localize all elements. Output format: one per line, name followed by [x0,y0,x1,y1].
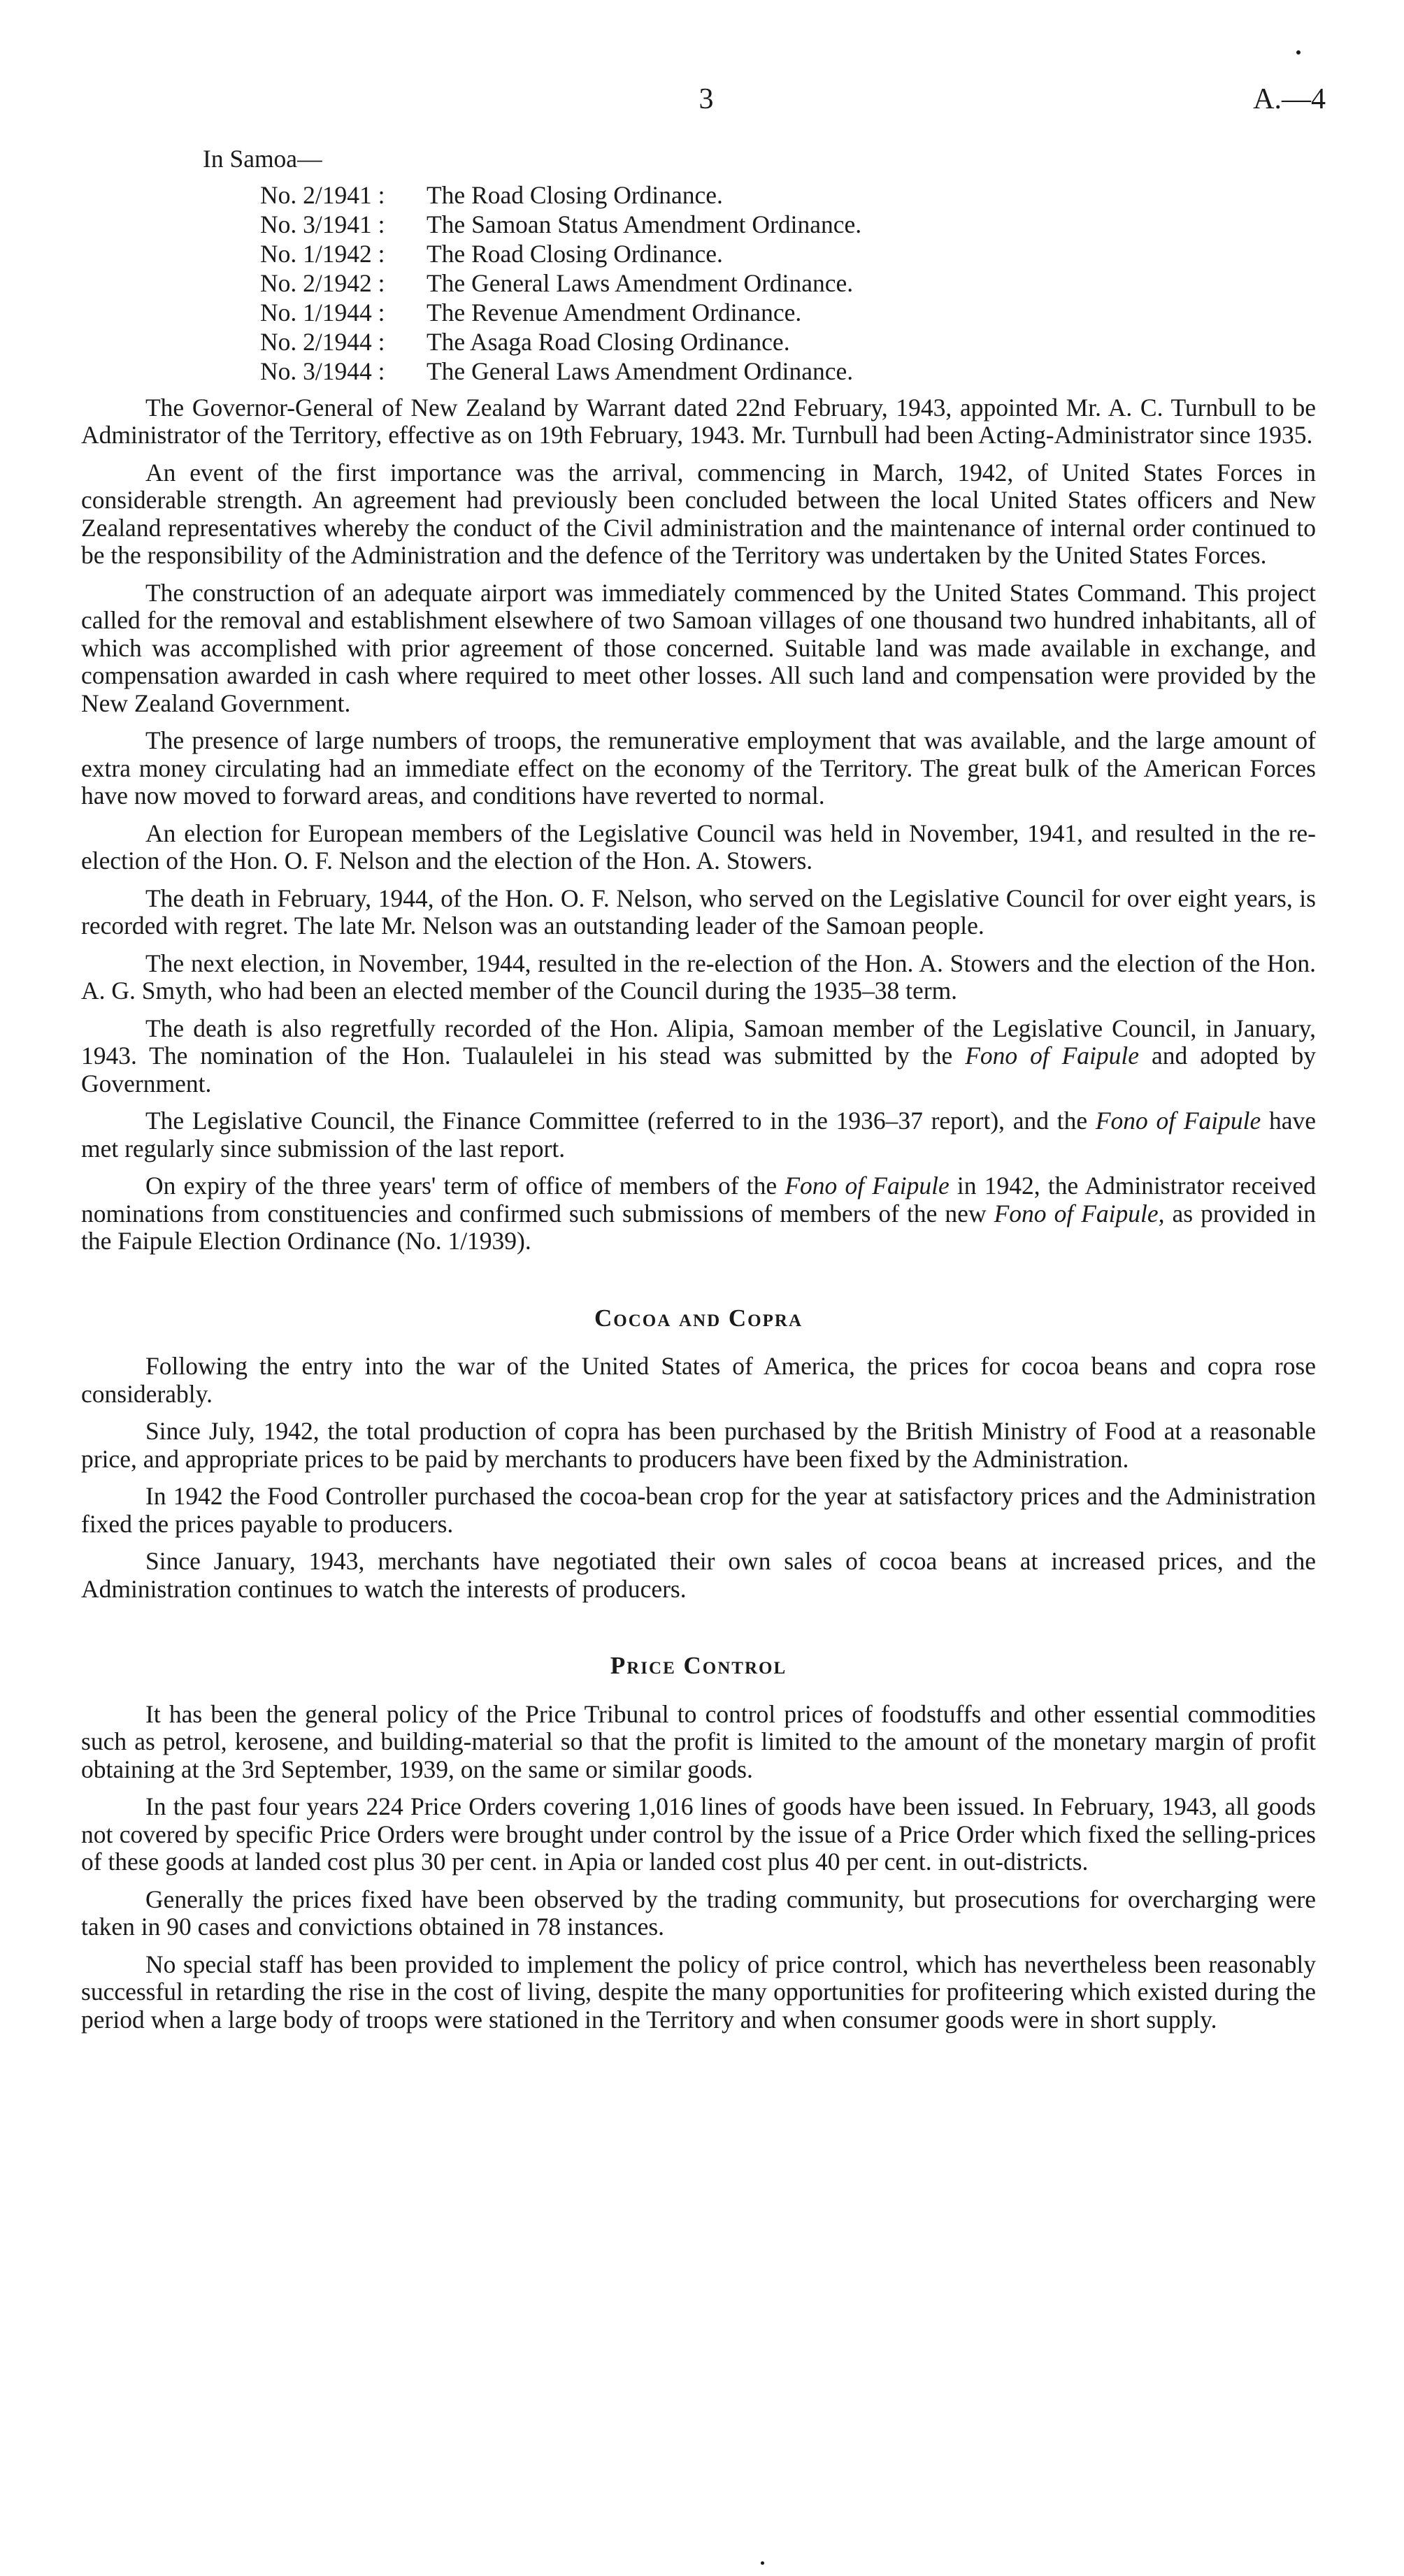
paragraph-faipule-nominations [81,1172,1316,1255]
ordinance-item [260,357,1316,386]
paragraph-death-nelson: The death in February, 1944, of the Hon. O. F. Nelson, who served on the Legislative Council for over eight years, is recorded with regret. The late Mr. Nelson was an outstanding leader of the Samoan people. [81,884,1316,940]
ordinance-item [260,239,1316,268]
paragraph-election-1941: An election for European members of the Legislative Council was held in November, 1941, and resulted in the re-election of the Hon. O. F. Nelson and the election of the Hon. A. Stowers. [81,819,1316,875]
body-text [81,145,1316,2043]
paragraph-administrator-appointment: The Governor-General of New Zealand by Warrant dated 22nd February, 1943, appointed Mr. A. C. Turnbull to be Administrator of the Territory, effective as on 19th February, 1943. Mr. Turnbull had been Acting-Administrator since 1935. [81,393,1316,449]
intro-line: In Samoa— [203,145,322,173]
ordinance-number: No. 3/1944 : [260,357,385,385]
ordinance-title: The Revenue Amendment Ordinance. [427,298,802,326]
ordinance-title: The General Laws Amendment Ordinance. [427,357,854,385]
paragraph-troops-economy: The presence of large numbers of troops, the remunerative employment that was available, and the large amount of extra money circulating had an immediate effect on the economy of the Territory. The great bulk of the American Forces have now moved to forward areas, and conditions have reverted to normal. [81,726,1316,810]
ordinance-item [260,298,1316,327]
paragraph-prosecutions: Generally the prices fixed have been observed by the trading community, but prosecutions for overcharging were taken in 90 cases and convictions obtained in 78 instances. [81,1885,1316,1941]
paragraph-us-forces-arrival: An event of the first importance was the arrival, commencing in March, 1942, of United States Forces in considerable strength. An agreement had previously been concluded between the local United States officers and New Zealand representatives whereby the conduct of the Civil administration and the maintenance of internal order continued to be the responsibility of the Administration and the defence of the Territory was undertaken by the United States Forces. [81,458,1316,569]
ordinance-number: No. 2/1941 : [260,180,385,209]
page-number: 3 [699,83,714,115]
ordinance-item [260,180,1316,210]
ordinance-number: No. 1/1944 : [260,298,385,326]
ordinance-item [260,268,1316,298]
paragraph-cocoa-prices: Following the entry into the war of the United States of America, the prices for cocoa beans and copra rose considerably. [81,1352,1316,1408]
ordinance-number: No. 1/1942 : [260,239,385,268]
ordinance-number: No. 3/1941 : [260,210,385,238]
ordinance-number: No. 2/1942 : [260,268,385,297]
fono-of-faipule-italic: Fono of Faipule [785,1172,950,1200]
document-reference: A.—4 [1253,83,1326,115]
bottom-margin-mark [761,2561,764,2565]
fono-of-faipule-italic: Fono of Faipule, [994,1199,1165,1228]
ordinance-item [260,210,1316,239]
ordinance-title: The General Laws Amendment Ordinance. [427,268,854,297]
paragraph-text: have met regularly since submission of the last report. [81,1107,1317,1163]
section-heading-price-control: Price Control [610,1652,787,1679]
paragraph-cocoa-crop-1942: In 1942 the Food Controller purchased the cocoa-bean crop for the year at satisfactory prices and the Administration fixed the prices payable to producers. [81,1482,1316,1538]
paragraph-election-1944: The next election, in November, 1944, resulted in the re-election of the Hon. A. Stowers and the election of the Hon. A. G. Smyth, who had been an elected member of the Council during the 1935–38 term. [81,949,1316,1005]
paragraph-council-meetings [81,1107,1316,1163]
ordinance-title: The Samoan Status Amendment Ordinance. [427,210,862,238]
paragraph-text: The death is also regretfully recorded of the Hon. Alipia, Samoan member of the Legislative Council, in January, 1943. The nomination of the Hon. Tualaulelei in his stead was submitted by the [81,1014,1316,1070]
paragraph-copra-purchase: Since July, 1942, the total production of copra has been purchased by the British Ministry of Food at a reasonable price, and appropriate prices to be paid by merchants to producers have been fixed by the Administration. [81,1417,1316,1473]
ordinance-title: The Asaga Road Closing Ordinance. [427,327,790,356]
ordinance-title: The Road Closing Ordinance. [427,239,723,268]
paragraph-staff-price-control: No special staff has been provided to implement the policy of price control, which has nevertheless been reasonably successful in retarding the rise in the cost of living, despite the many opportunities for profiteering which existed during the period when a large body of troops were stationed in the Territory and when consumer goods were in short supply. [81,1950,1316,2034]
paragraph-price-orders: In the past four years 224 Price Orders covering 1,016 lines of goods have been issued. In February, 1943, all goods not covered by specific Price Orders were brought under control by the issue of a Price Order which fixed the selling-prices of these goods at landed cost plus 30 per cent. in Apia or landed cost plus 40 per cent. in out-districts. [81,1792,1316,1876]
ordinance-title: The Road Closing Ordinance. [427,180,723,209]
ordinance-item [260,327,1316,357]
section-heading-cocoa-copra: Cocoa and Copra [594,1304,803,1332]
paragraph-death-alipia [81,1015,1316,1098]
fono-of-faipule-italic: Fono of Faipule [965,1042,1140,1070]
paragraph-airport-construction: The construction of an adequate airport was immediately commenced by the United States Command. This project called for the removal and establishment elsewhere of two Samoan villages of one thousand two hundred inhabitants, all of which was accomplished with prior agreement of those concerned. Suitable land was made available in exchange, and compensation awarded in cash where required to meet other losses. All such land and compensation were provided by the New Zealand Government. [81,578,1316,717]
margin-dot [1296,50,1301,55]
paragraph-text: On expiry of the three years' term of office of members of the [145,1172,778,1200]
paragraph-price-policy: It has been the general policy of the Price Tribunal to control prices of foodstuffs and other essential commodities such as petrol, kerosene, and building-material so that the profit is limited to the amount of the monetary margin of profit obtaining at the 3rd September, 1939, on the same or similar goods. [81,1699,1316,1783]
paragraph-text: The Legislative Council, the Finance Committee (referred to in the 1936–37 report), and the [145,1107,1088,1135]
paragraph-text: as provided in the Faipule Election Ordinance (No. 1/1939). [81,1199,1316,1255]
ordinance-list [260,180,1316,386]
paragraph-text: and adopted by Government. [81,1042,1317,1098]
ordinance-number: No. 2/1944 : [260,327,385,356]
fono-of-faipule-italic: Fono of Faipule [1095,1107,1261,1135]
paragraph-cocoa-sales-1943: Since January, 1943, merchants have negotiated their own sales of cocoa beans at increased prices, and the Administration continues to watch the interests of producers. [81,1547,1316,1603]
paragraph-text: in 1942, the Administrator received nominations from constituencies and confirmed such submissions of members of the new [81,1172,1317,1228]
